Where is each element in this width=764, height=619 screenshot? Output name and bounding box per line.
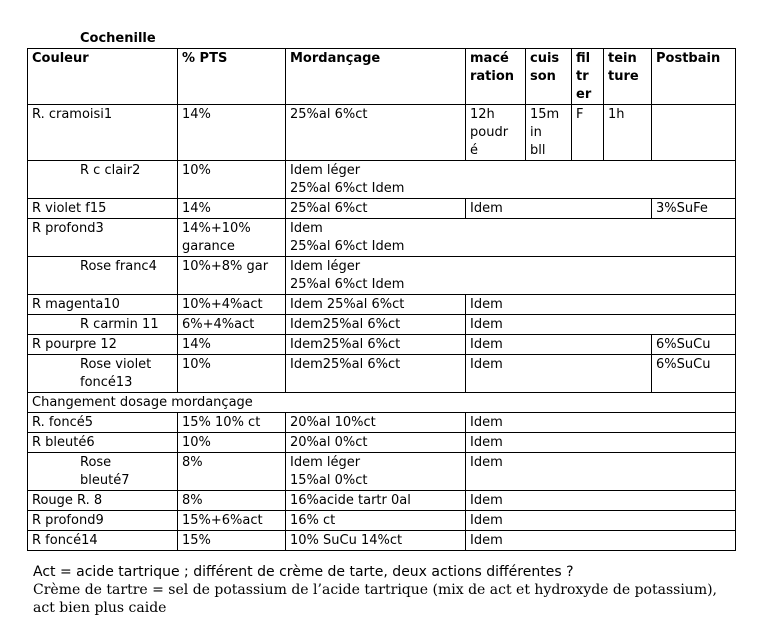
cell-pts: 15% bbox=[178, 531, 286, 551]
cell-couleur: R carmin 11 bbox=[28, 315, 178, 335]
cell-mordancage: 25%al 6%ct bbox=[286, 105, 466, 161]
table-row bbox=[28, 199, 736, 219]
header-filtrer: fil tr er bbox=[572, 49, 604, 105]
cell-couleur: R. foncé5 bbox=[28, 413, 178, 433]
cell-pts: 10%+8% gar bbox=[178, 257, 286, 295]
cell-mordancage: Idem25%al 6%ct bbox=[286, 315, 466, 335]
cell-pts: 14% bbox=[178, 335, 286, 355]
table-row bbox=[28, 413, 736, 433]
header-couleur: Couleur bbox=[28, 49, 178, 105]
cell-pts: 10% bbox=[178, 433, 286, 453]
cell-mordancage: Idem léger 25%al 6%ct Idem bbox=[286, 161, 736, 199]
table-row bbox=[28, 105, 736, 161]
table-row bbox=[28, 531, 736, 551]
table-row bbox=[28, 219, 736, 257]
header-teinture: tein ture bbox=[604, 49, 652, 105]
cell-pts: 10% bbox=[178, 161, 286, 199]
note-creme-de-tartre: Crème de tartre = sel de potassium de l’acide tartrique (mix de act et hydroxyde de potassium), act bien plus caide bbox=[33, 582, 718, 616]
document-title: Cochenille bbox=[80, 31, 156, 46]
cell-couleur: R profond3 bbox=[28, 219, 178, 257]
cell-teinture: 1h bbox=[604, 105, 652, 161]
dye-recipe-table bbox=[27, 48, 736, 551]
cell-pts: 8% bbox=[178, 453, 286, 491]
cell-postbain: 3%SuFe bbox=[652, 199, 736, 219]
cell-maceration: Idem bbox=[466, 355, 652, 393]
cell-maceration: 12h poudr é bbox=[466, 105, 526, 161]
cell-couleur: R profond9 bbox=[28, 511, 178, 531]
header-pts: % PTS bbox=[178, 49, 286, 105]
cell-maceration: Idem bbox=[466, 433, 736, 453]
cell-couleur: Rose violet foncé13 bbox=[28, 355, 178, 393]
cell-maceration: Idem bbox=[466, 453, 736, 491]
table-header-row bbox=[28, 49, 736, 105]
header-maceration: macé ration bbox=[466, 49, 526, 105]
cell-couleur: R bleuté6 bbox=[28, 433, 178, 453]
cell-pts: 15% 10% ct bbox=[178, 413, 286, 433]
cell-pts: 15%+6%act bbox=[178, 511, 286, 531]
table-row bbox=[28, 335, 736, 355]
section-row bbox=[28, 393, 736, 413]
cell-maceration: Idem bbox=[466, 295, 736, 315]
cell-mordancage: 16%acide tartr 0al bbox=[286, 491, 466, 511]
table-row bbox=[28, 355, 736, 393]
cell-mordancage: Idem25%al 6%ct bbox=[286, 355, 466, 393]
cell-maceration: Idem bbox=[466, 413, 736, 433]
cell-mordancage: 20%al 0%ct bbox=[286, 433, 466, 453]
cell-pts: 10%+4%act bbox=[178, 295, 286, 315]
cell-maceration: Idem bbox=[466, 315, 736, 335]
cell-couleur: R magenta10 bbox=[28, 295, 178, 315]
table-row bbox=[28, 257, 736, 295]
cell-couleur: Rouge R. 8 bbox=[28, 491, 178, 511]
cell-postbain: 6%SuCu bbox=[652, 355, 736, 393]
cell-filtrer: F bbox=[572, 105, 604, 161]
header-mordancage: Mordançage bbox=[286, 49, 466, 105]
table-row bbox=[28, 433, 736, 453]
note-acide-tartrique: Act = acide tartrique ; différent de crème de tarte, deux actions différentes ? bbox=[33, 564, 574, 580]
cell-couleur: R. cramoisi1 bbox=[28, 105, 178, 161]
table-row bbox=[28, 315, 736, 335]
cell-pts: 14% bbox=[178, 199, 286, 219]
cell-cuisson: 15m in bll bbox=[526, 105, 572, 161]
table-row bbox=[28, 161, 736, 199]
header-postbain: Postbain bbox=[652, 49, 736, 105]
cell-postbain bbox=[652, 105, 736, 161]
cell-mordancage: 10% SuCu 14%ct bbox=[286, 531, 466, 551]
cell-pts: 6%+4%act bbox=[178, 315, 286, 335]
cell-mordancage: Idem 25%al 6%ct bbox=[286, 295, 466, 315]
table-row bbox=[28, 511, 736, 531]
cell-pts: 8% bbox=[178, 491, 286, 511]
table-row bbox=[28, 491, 736, 511]
cell-mordancage: Idem léger 25%al 6%ct Idem bbox=[286, 257, 736, 295]
cell-pts: 14%+10% garance bbox=[178, 219, 286, 257]
cell-mordancage: Idem léger 15%al 0%ct bbox=[286, 453, 466, 491]
cell-mordancage: 16% ct bbox=[286, 511, 466, 531]
cell-maceration: Idem bbox=[466, 511, 736, 531]
cell-couleur: R violet f15 bbox=[28, 199, 178, 219]
cell-maceration: Idem bbox=[466, 491, 736, 511]
cell-mordancage: 20%al 10%ct bbox=[286, 413, 466, 433]
cell-maceration: Idem bbox=[466, 531, 736, 551]
cell-couleur: R c clair2 bbox=[28, 161, 178, 199]
cell-maceration: Idem bbox=[466, 199, 652, 219]
cell-postbain: 6%SuCu bbox=[652, 335, 736, 355]
cell-maceration: Idem bbox=[466, 335, 652, 355]
cell-couleur: Rose bleuté7 bbox=[28, 453, 178, 491]
section-label: Changement dosage mordançage bbox=[28, 393, 736, 413]
cell-couleur: R pourpre 12 bbox=[28, 335, 178, 355]
cell-couleur: R foncé14 bbox=[28, 531, 178, 551]
cell-mordancage: 25%al 6%ct bbox=[286, 199, 466, 219]
cell-mordancage: Idem25%al 6%ct bbox=[286, 335, 466, 355]
table-row bbox=[28, 453, 736, 491]
cell-pts: 10% bbox=[178, 355, 286, 393]
cell-pts: 14% bbox=[178, 105, 286, 161]
table-row bbox=[28, 295, 736, 315]
header-cuisson: cuis son bbox=[526, 49, 572, 105]
cell-couleur: Rose franc4 bbox=[28, 257, 178, 295]
cell-mordancage: Idem 25%al 6%ct Idem bbox=[286, 219, 736, 257]
notes bbox=[33, 563, 743, 617]
